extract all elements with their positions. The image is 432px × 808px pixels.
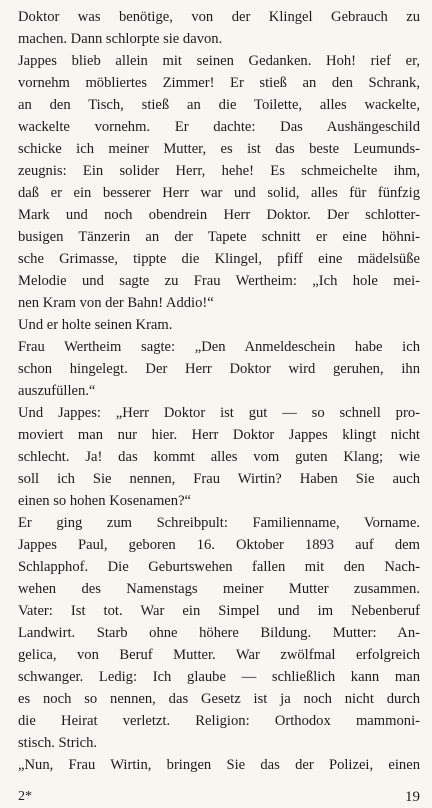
text-line: Vater: Ist tot. War ein Simpel und im Nebenberuf bbox=[18, 603, 420, 619]
page-footer bbox=[18, 786, 420, 808]
text-line: sche Grimasse, tippte die Klingel, pfiff eine mädelsüße bbox=[18, 251, 420, 267]
text-line: gelica, von Beruf Mutter. War zwölfmal erfolgreich bbox=[18, 647, 420, 663]
text-line: auszufüllen.“ bbox=[18, 383, 96, 399]
text-line: machen. Dann schlorpte sie davon. bbox=[18, 31, 223, 47]
text-line: vornehm möbliertes Zimmer! Er stieß an den Schrank, bbox=[18, 75, 420, 91]
text-line: die Heirat verletzt. Religion: Orthodox mammoni- bbox=[18, 713, 420, 729]
text-line: Und er holte seinen Kram. bbox=[18, 317, 173, 333]
text-line: Er ging zum Schreibpult: Familienname, Vorname. bbox=[18, 515, 420, 531]
text-line: moviert man nur hier. Herr Doktor Jappes klingt nicht bbox=[18, 427, 420, 443]
text-line: Und Jappes: „Herr Doktor ist gut — so schnell pro- bbox=[18, 405, 420, 421]
text-line: Frau Wertheim sagte: „Den Anmeldeschein habe ich bbox=[18, 339, 420, 355]
text-line: Mark und noch obendrein Herr Doktor. Der schlotter- bbox=[18, 207, 420, 223]
text-line: Melodie und sagte zu Frau Wertheim: „Ich hole mei- bbox=[18, 273, 420, 289]
text-line: schon hingelegt. Der Herr Doktor wird geruhen, ihn bbox=[18, 361, 420, 377]
text-line: Landwirt. Starb ohne höhere Bildung. Mutter: An- bbox=[18, 625, 420, 641]
signature-mark: 2* bbox=[18, 789, 32, 804]
text-line: wehen des Namenstags meiner Mutter zusammen. bbox=[18, 581, 420, 597]
text-line: schlecht. Ja! das kommt alles vom guten Klang; wie bbox=[18, 449, 420, 465]
text-line: Jappes Paul, geboren 16. Oktober 1893 auf dem bbox=[18, 537, 420, 553]
text-line: zeugnis: Ein solider Herr, hehe! Es schmeichelte ihm, bbox=[18, 163, 420, 179]
text-line: an den Tisch, stieß an die Toilette, alles wackelte, bbox=[18, 97, 420, 113]
text-line: es noch so nennen, das Gesetz ist ja noch nicht durch bbox=[18, 691, 420, 707]
text-line: busigen Tänzerin an der Tapete schnitt er eine höhni- bbox=[18, 229, 420, 245]
text-line: Schlapphof. Die Geburtswehen fallen mit den Nach- bbox=[18, 559, 420, 575]
text-line: stisch. Strich. bbox=[18, 735, 98, 751]
text-line: soll ich Sie nennen, Frau Wirtin? Haben Sie auch bbox=[18, 471, 420, 487]
text-line: Jappes blieb allein mit seinen Gedanken. Hoh! rief er, bbox=[18, 53, 420, 69]
text-line: einen so hohen Kosenamen?“ bbox=[18, 493, 192, 509]
text-line: daß er ein besserer Herr war und solid, alles für fünfzig bbox=[18, 185, 420, 201]
text-line: schwanger. Ledig: Ich glaube — schließlich kann man bbox=[18, 669, 420, 685]
text-line: Doktor was benötige, von der Klingel Gebrauch zu bbox=[18, 9, 420, 25]
text-line: wackelte vornehm. Er dachte: Das Aushängeschild bbox=[18, 119, 420, 135]
text-line: nen Kram von der Bahn! Addio!“ bbox=[18, 295, 214, 311]
book-page bbox=[18, 4, 420, 805]
page-number: 19 bbox=[405, 789, 420, 805]
text-line: schicke ich meiner Mutter, es ist das beste Leumunds- bbox=[18, 141, 420, 157]
text-line: „Nun, Frau Wirtin, bringen Sie das der Polizei, einen bbox=[18, 757, 420, 773]
